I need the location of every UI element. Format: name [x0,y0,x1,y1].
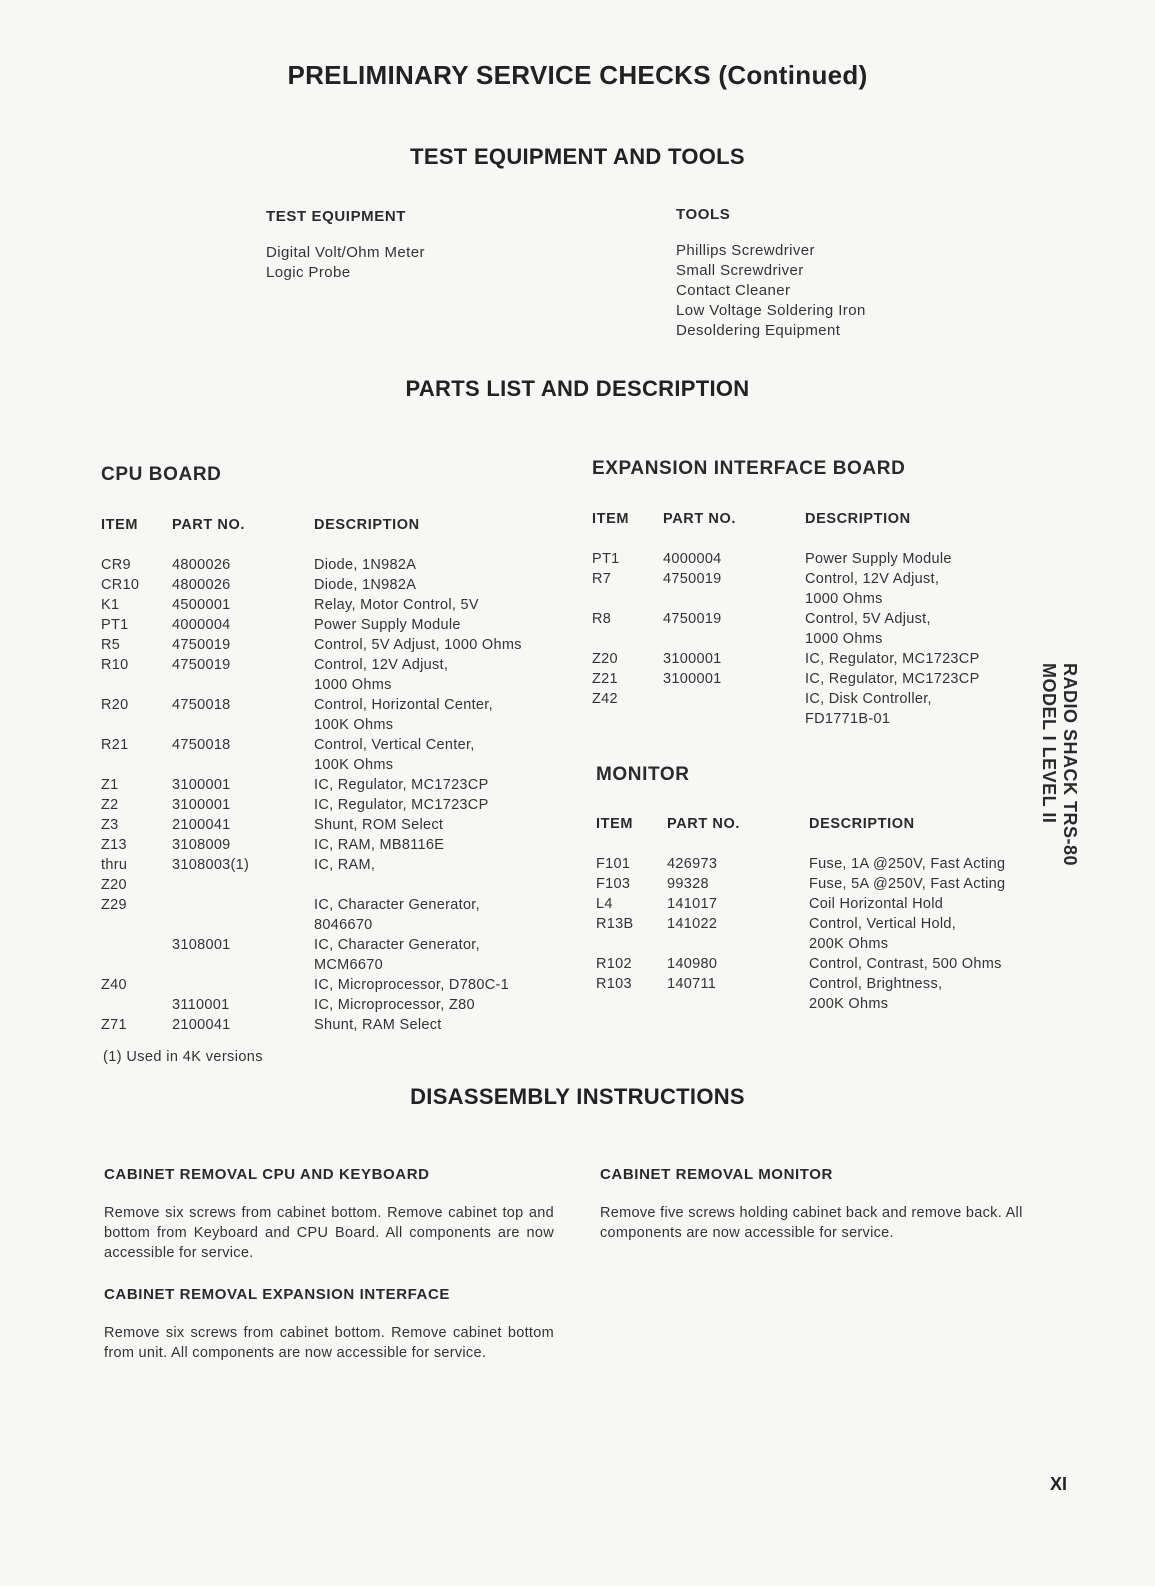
table-row [101,715,559,735]
page-number: XI [1050,1474,1068,1494]
cell-part-no [172,955,314,975]
cpu-board-table [101,515,559,1035]
table-row [596,994,1049,1014]
column-header-description: DESCRIPTION [809,816,915,832]
cell-part-no: 4750019 [663,571,722,587]
side-label [1038,663,1080,866]
table-row [101,615,559,635]
cell-description: IC, Regulator, MC1723CP [805,671,980,687]
cell-item: Z42 [592,691,618,707]
cell-item [101,715,172,735]
cell-item [596,994,667,1014]
cell-part-no [663,629,805,649]
cell-item: K1 [101,597,120,613]
cell-part-no [663,709,805,729]
cell-description: Power Supply Module [805,551,952,567]
test-equipment-list [266,243,425,283]
monitor-removal-text: Remove five screws holding cabinet back and remove back. All components are now accessible for service. [600,1205,1023,1241]
table-row [101,795,559,815]
cell-part-no: 3100001 [172,797,231,813]
cell-part-no [667,994,809,1014]
table-row [101,835,559,855]
table-row [592,589,1045,609]
table-row [101,575,559,595]
cell-item: CR9 [101,557,131,573]
cell-part-no [663,689,805,709]
table-row [596,954,1049,974]
cell-part-no [172,715,314,735]
cell-item [596,934,667,954]
cell-item: R5 [101,637,121,653]
cell-part-no: 4000004 [172,617,231,633]
table-row [592,629,1045,649]
list-item: Desoldering Equipment [676,322,841,339]
cell-part-no: 4750019 [172,657,231,673]
cell-part-no [667,934,809,954]
tools-column [676,206,866,341]
cell-item: R21 [101,737,129,753]
cell-description: Control, 5V Adjust, 1000 Ohms [314,637,522,653]
cell-description: IC, Disk Controller, [805,691,932,707]
table-row [101,935,559,955]
cell-part-no: 99328 [667,876,709,892]
cell-item [592,589,663,609]
cell-description: 8046670 [314,917,373,933]
table-row [101,635,559,655]
cell-description: 200K Ohms [809,936,889,952]
cell-description: IC, Regulator, MC1723CP [314,797,489,813]
cell-item: Z13 [101,837,127,853]
cell-item [592,709,663,729]
cell-item [101,755,172,775]
expansion-board-heading: EXPANSION INTERFACE BOARD [592,458,906,479]
cell-description: Control, 5V Adjust, [805,611,931,627]
cell-item: Z71 [101,1017,127,1033]
cell-description: 200K Ohms [809,996,889,1012]
table-row [592,669,1045,689]
table-row [596,854,1049,874]
cell-part-no [172,915,314,935]
cell-part-no: 4800026 [172,557,231,573]
cell-description: 100K Ohms [314,717,394,733]
cell-description: IC, Regulator, MC1723CP [314,777,489,793]
cpu-keyboard-text: Remove six screws from cabinet bottom. Remove cabinet top and bottom from Keyboard and CPU Board. All components are now accessible for service. [104,1205,554,1261]
cpu-keyboard-heading: CABINET REMOVAL CPU AND KEYBOARD [104,1166,430,1183]
disassembly-section-title: DISASSEMBLY INSTRUCTIONS [410,1084,745,1109]
parts-section-title: PARTS LIST AND DESCRIPTION [405,376,750,401]
cell-part-no: 2100041 [172,1017,231,1033]
cell-part-no: 3108009 [172,837,231,853]
cell-description: Control, 12V Adjust, [805,571,940,587]
cell-item: thru [101,857,128,873]
expansion-text: Remove six screws from cabinet bottom. Remove cabinet bottom from unit. All components are now accessible for service. [104,1325,554,1361]
cell-item [101,915,172,935]
cell-item: R7 [592,571,612,587]
cell-part-no: 3100001 [663,671,722,687]
table-row [101,755,559,775]
cell-part-no: 4000004 [663,551,722,567]
cell-part-no: 140711 [667,976,717,992]
cell-item [101,675,172,695]
table-row [592,609,1045,629]
cell-description: 1000 Ohms [805,591,883,607]
cell-description: Control, Vertical Hold, [809,916,957,932]
table-row [101,675,559,695]
table-row [101,735,559,755]
cell-item: R20 [101,697,129,713]
cell-part-no [172,755,314,775]
cell-part-no: 4750019 [663,611,722,627]
monitor-table [596,814,1049,1014]
cell-item: R102 [596,956,632,972]
cell-part-no: 4750018 [172,697,231,713]
cell-description: Control, Contrast, 500 Ohms [809,956,1002,972]
cell-item [101,935,172,955]
table-row [592,569,1045,589]
cell-item: R10 [101,657,129,673]
cell-item: R13B [596,916,634,932]
table-row [592,549,1045,569]
cell-part-no: 426973 [667,856,718,872]
cell-item: Z29 [101,897,127,913]
cell-description: Fuse, 5A @250V, Fast Acting [809,876,1006,892]
table-row [101,915,559,935]
page-title: PRELIMINARY SERVICE CHECKS (Continued) [287,60,868,90]
cell-part-no: 141022 [667,916,718,932]
list-item: Phillips Screwdriver [676,242,815,259]
column-header-part-no: PART NO. [667,816,741,832]
cell-item: Z20 [592,651,618,667]
column-header-description: DESCRIPTION [314,517,420,533]
cell-item: Z20 [101,877,127,893]
cell-description: FD1771B-01 [805,711,891,727]
cell-part-no [172,975,314,995]
table-row [101,995,559,1015]
cell-item: Z2 [101,797,119,813]
cell-item: PT1 [101,617,129,633]
table-row [101,595,559,615]
column-header-part-no: PART NO. [663,511,737,527]
tools-list [676,241,866,341]
cell-description: IC, RAM, MB8116E [314,837,445,853]
table-row [596,974,1049,994]
cell-description: Diode, 1N982A [314,577,417,593]
cell-item: PT1 [592,551,620,567]
table-row [596,934,1049,954]
cell-part-no: 141017 [667,896,718,912]
table-row [596,894,1049,914]
cell-item: Z40 [101,977,127,993]
cell-description: IC, Microprocessor, D780C-1 [314,977,510,993]
column-header-description: DESCRIPTION [805,511,911,527]
list-item: Digital Volt/Ohm Meter [266,244,425,261]
table-row [101,855,559,875]
cell-description: Fuse, 1A @250V, Fast Acting [809,856,1006,872]
test-equipment-heading: TEST EQUIPMENT [266,208,407,225]
cell-item: Z21 [592,671,618,687]
table-row [101,1015,559,1035]
cell-part-no [172,675,314,695]
table-row [101,815,559,835]
cell-part-no: 4750019 [172,637,231,653]
list-item: Logic Probe [266,264,351,281]
cabinet-removal-expansion [104,1286,554,1363]
monitor-removal-heading: CABINET REMOVAL MONITOR [600,1166,833,1183]
cell-description: Control, Horizontal Center, [314,697,493,713]
tools-heading: TOOLS [676,206,731,223]
cell-item [592,629,663,649]
cell-part-no: 4800026 [172,577,231,593]
cell-item: Z1 [101,777,119,793]
expansion-board-table [592,509,1045,729]
cell-description: IC, Character Generator, [314,937,480,953]
list-item: Contact Cleaner [676,282,791,299]
cell-item [101,995,172,1015]
cell-part-no [172,875,314,895]
table-row [101,655,559,675]
side-label-line-2: MODEL I LEVEL II [1039,663,1059,824]
cell-description: IC, RAM, [314,857,376,873]
cell-item: R103 [596,976,632,992]
cell-item [101,955,172,975]
cell-description: Control, Vertical Center, [314,737,475,753]
table-row [101,895,559,915]
list-item: Small Screwdriver [676,262,804,279]
cell-part-no: 3108001 [172,937,231,953]
expansion-heading: CABINET REMOVAL EXPANSION INTERFACE [104,1286,451,1303]
cell-part-no [663,589,805,609]
table-row [592,649,1045,669]
cell-item: F101 [596,856,631,872]
table-row [592,709,1045,729]
table-row [592,689,1045,709]
cell-description: Shunt, RAM Select [314,1017,442,1033]
test-equipment-column [266,208,425,283]
cell-part-no: 3100001 [172,777,231,793]
table-row [101,875,559,895]
cell-part-no: 3110001 [172,997,230,1013]
cell-part-no: 4750018 [172,737,231,753]
cell-part-no [172,895,314,915]
cell-description: IC, Microprocessor, Z80 [314,997,475,1013]
cell-description: Shunt, ROM Select [314,817,444,833]
cell-description: Control, Brightness, [809,976,943,992]
table-row [101,695,559,715]
table-row [101,955,559,975]
table-row [101,775,559,795]
cpu-board-heading: CPU BOARD [101,464,222,485]
list-item: Low Voltage Soldering Iron [676,302,866,319]
column-header-item: ITEM [592,511,630,527]
cell-description: IC, Character Generator, [314,897,480,913]
column-header-item: ITEM [596,816,634,832]
column-header-item: ITEM [101,517,139,533]
cell-description: 1000 Ohms [805,631,883,647]
cabinet-removal-monitor [600,1166,1055,1243]
cell-description: Relay, Motor Control, 5V [314,597,479,613]
cell-description: IC, Regulator, MC1723CP [805,651,980,667]
cell-description: 1000 Ohms [314,677,392,693]
cell-description: 100K Ohms [314,757,394,773]
cell-item: L4 [596,896,613,912]
cell-item: CR10 [101,577,140,593]
cell-item: Z3 [101,817,119,833]
test-equipment-section-title: TEST EQUIPMENT AND TOOLS [410,144,745,169]
cell-part-no: 140980 [667,956,718,972]
cell-description: Diode, 1N982A [314,557,417,573]
cell-description: MCM6670 [314,957,383,973]
cell-description: Coil Horizontal Hold [809,896,944,912]
cell-part-no: 3100001 [663,651,722,667]
cell-item: F103 [596,876,631,892]
cell-part-no: 2100041 [172,817,231,833]
cell-description [314,875,559,895]
cell-part-no: 3108003(1) [172,857,250,873]
table-row [596,914,1049,934]
cpu-board-footnote: (1) Used in 4K versions [103,1049,263,1065]
side-label-line-1: RADIO SHACK TRS-80 [1060,663,1080,867]
monitor-heading: MONITOR [596,764,690,785]
cell-description: Power Supply Module [314,617,461,633]
cell-part-no: 4500001 [172,597,231,613]
table-row [101,975,559,995]
column-header-part-no: PART NO. [172,517,246,533]
table-row [596,874,1049,894]
cell-item: R8 [592,611,612,627]
table-row [101,555,559,575]
cabinet-removal-cpu-keyboard [104,1166,554,1263]
cell-description: Control, 12V Adjust, [314,657,449,673]
